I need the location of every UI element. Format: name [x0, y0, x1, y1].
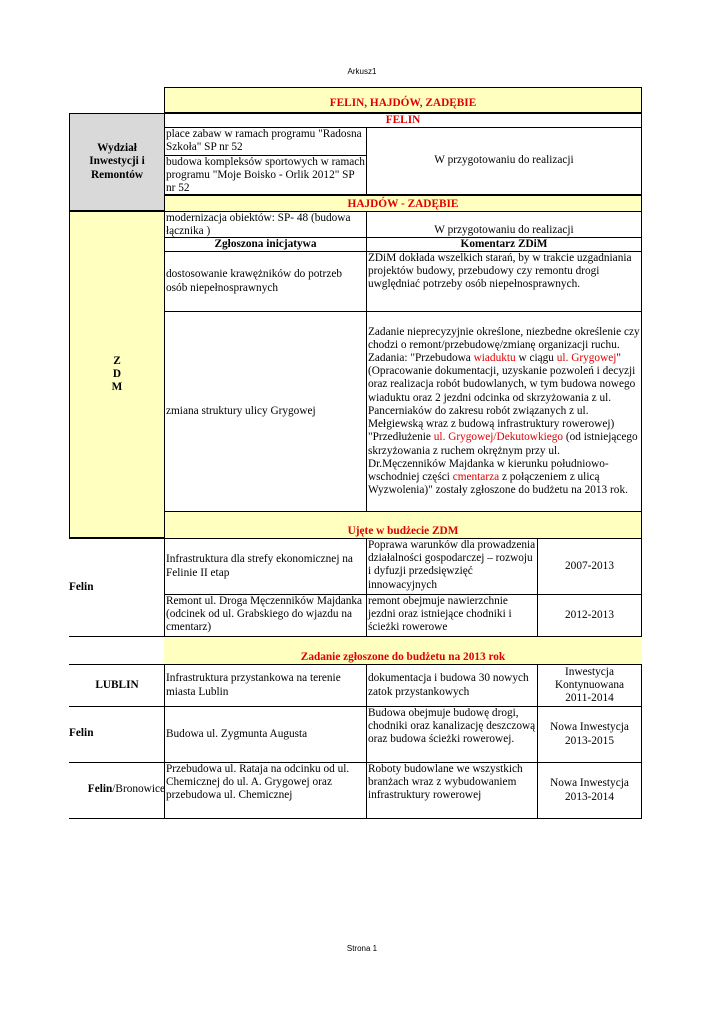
- department-line: Remontów: [90, 168, 144, 181]
- budget-location-text: Felin: [69, 580, 94, 593]
- task-desc-text: dokumentacja i budowa 30 nowych zatok przystankowych: [368, 672, 529, 698]
- comment-highlight: wiaduktu: [473, 352, 516, 365]
- budget-location: [69, 538, 165, 637]
- comment-highlight: cmentarza: [452, 470, 500, 483]
- task-name: [164, 664, 367, 707]
- department-line: M: [111, 381, 123, 394]
- column-header-initiative: Zgłoszona inicjatywa: [164, 237, 367, 252]
- budget-row-years: 2007-2013: [537, 538, 642, 595]
- task-name-text: Infrastruktura przystankowa na terenie miasta Lublin: [166, 672, 341, 698]
- task-status-line: 2011-2014: [565, 692, 614, 705]
- department-inwestycji: [69, 113, 165, 211]
- department-line: D: [112, 367, 122, 380]
- task-name: Przebudowa ul. Rataja na odcinku od ul. Chemicznej do ul. A. Grygowej oraz przebudowa ul. Chemicznej: [164, 762, 367, 819]
- hajdow-section-title: HAJDÓW - ZADĘBIE: [164, 195, 642, 212]
- comment-highlight: ul. Grygowej/Dekutowkiego: [433, 431, 564, 444]
- initiative-grygowa-text: zmiana struktury ulicy Grygowej: [166, 404, 316, 417]
- comment-curbs: ZDiM dokłada wszelkich starań, by w trakcie uzgadniania projektów budowy, przebudowy czy remontu drogi uwględniać potrzeby osób niepełnosprawnych.: [366, 251, 642, 312]
- comment-text: z połączeniem z ulicą Wyzwolenia)" zostały zgłoszone do budżetu na 2013 rok.: [368, 470, 628, 497]
- budget-row-name: Remont ul. Droga Męczenników Majdanka (odcinek od ul. Grabskiego do wjazdu na cmentarz): [164, 594, 367, 637]
- task-location: [69, 706, 165, 763]
- felin-item-sports: budowa kompleksów sportowych w ramach programu "Moje Boisko - Orlik 2012" SP nr 52: [164, 155, 367, 195]
- initiative-grygowa: [164, 311, 367, 512]
- task-location-text: Felin: [87, 783, 113, 796]
- task-name: [164, 706, 367, 763]
- comment-grygowa: [366, 311, 642, 512]
- task-status-line: Nowa Inwestycja: [550, 721, 629, 734]
- column-header-comment: Komentarz ZDiM: [366, 237, 642, 252]
- department-line: Inwestycji i: [89, 155, 145, 168]
- hajdow-item-status: W przygotowaniu do realizacji: [366, 211, 642, 238]
- task-location-text: Felin: [69, 727, 94, 740]
- task-status-line: Inwestycja: [565, 665, 614, 678]
- task-status-line: 2013-2015: [565, 734, 614, 747]
- comment-grygowa-text: [368, 326, 640, 498]
- budget-row-name: [164, 538, 367, 595]
- task-location: [69, 762, 165, 819]
- task-location: LUBLIN: [69, 664, 165, 707]
- hajdow-item-sp48: modernizacja obiektów: SP- 48 (budowa łącznika ): [164, 211, 367, 238]
- department-line: Z: [113, 354, 121, 367]
- initiative-curbs: [164, 251, 367, 312]
- task-name-text: Budowa ul. Zygmunta Augusta: [166, 727, 308, 740]
- task-status-line: 2013-2014: [565, 790, 614, 803]
- comment-text: Zadanie nieprecyzyjnie określone, niezbedne określenie czy chodzi o remont/przebudowę/zmianę organizacji ruchu. Zadania: "Przebudowa: [368, 325, 640, 365]
- task-status-line: Nowa Inwestycja: [550, 777, 629, 790]
- main-title: FELIN, HAJDÓW, ZADĘBIE: [164, 87, 642, 113]
- task-desc: [366, 664, 538, 707]
- page-footer: Strona 1: [346, 944, 378, 953]
- task-desc: Budowa obejmuje budowę drogi, chodniki oraz kanalizację deszczową oraz budowa ścieżki rowerowej.: [366, 706, 538, 763]
- task-status: [537, 762, 642, 819]
- task-status: [537, 664, 642, 707]
- comment-highlight: ul. Grygowej: [556, 352, 617, 365]
- task-status: [537, 706, 642, 763]
- page-header: Arkusz1: [347, 67, 377, 76]
- budget-row-years: 2012-2013: [537, 594, 642, 637]
- initiative-curbs-text: dostosowanie krawężników do potrzeb osób niepełnosprawnych: [166, 268, 342, 294]
- felin-section-title: FELIN: [164, 113, 642, 128]
- budget-row-name-text: Infrastruktura dla strefy ekonomicznej na Felinie II etap: [166, 553, 353, 579]
- tasks-2013-title: Zadanie zgłoszone do budżetu na 2013 rok: [164, 637, 642, 665]
- budget-row-desc: Poprawa warunków dla prowadzenia działalności gospodarczej – rozwoju i dyfuzji przedsięwzięć innowacyjnych: [366, 538, 538, 595]
- comment-text: w ciągu: [515, 352, 557, 365]
- comment-text: (od istniejącego skrzyżowania z ruchem okrężnym przy ul. Dr.Męczenników Majdanka w kierunku południowo-wschodniej części: [368, 431, 638, 483]
- department-zdm: [69, 211, 165, 538]
- budget-section-title: Ujęte w budżecie ZDM: [164, 511, 642, 539]
- budget-row-desc: remont obejmuje nawierzchnie jezdni oraz istniejące chodniki i ścieżki rowerowe: [366, 594, 538, 637]
- comment-text: " (Opracowanie dokumentacji, uzyskanie pozwoleń i decyzji oraz realizacja robót budowlanych, w tym budowa nowego wiaduktu oraz 2 jezdni odcinka od skrzyżowania z ul. Pancerniaków do zakresu robót związanych z ul. Mełgiewską wraz z budową infrastruktury rowerowej) "Przedłużenie: [368, 352, 636, 444]
- felin-item-playground: place zabaw w ramach programu "Radosna Szkoła" SP nr 52: [164, 127, 367, 156]
- task-desc: Roboty budowlane we wszystkich branżach wraz z wybudowaniem infrastruktury rowerowej: [366, 762, 538, 819]
- felin-status: W przygotowaniu do realizacji: [366, 127, 642, 195]
- task-status-line: Kontynuowana: [554, 678, 625, 691]
- task-location-suffix: /Bronowice: [112, 783, 165, 796]
- department-line: Wydział: [97, 142, 137, 155]
